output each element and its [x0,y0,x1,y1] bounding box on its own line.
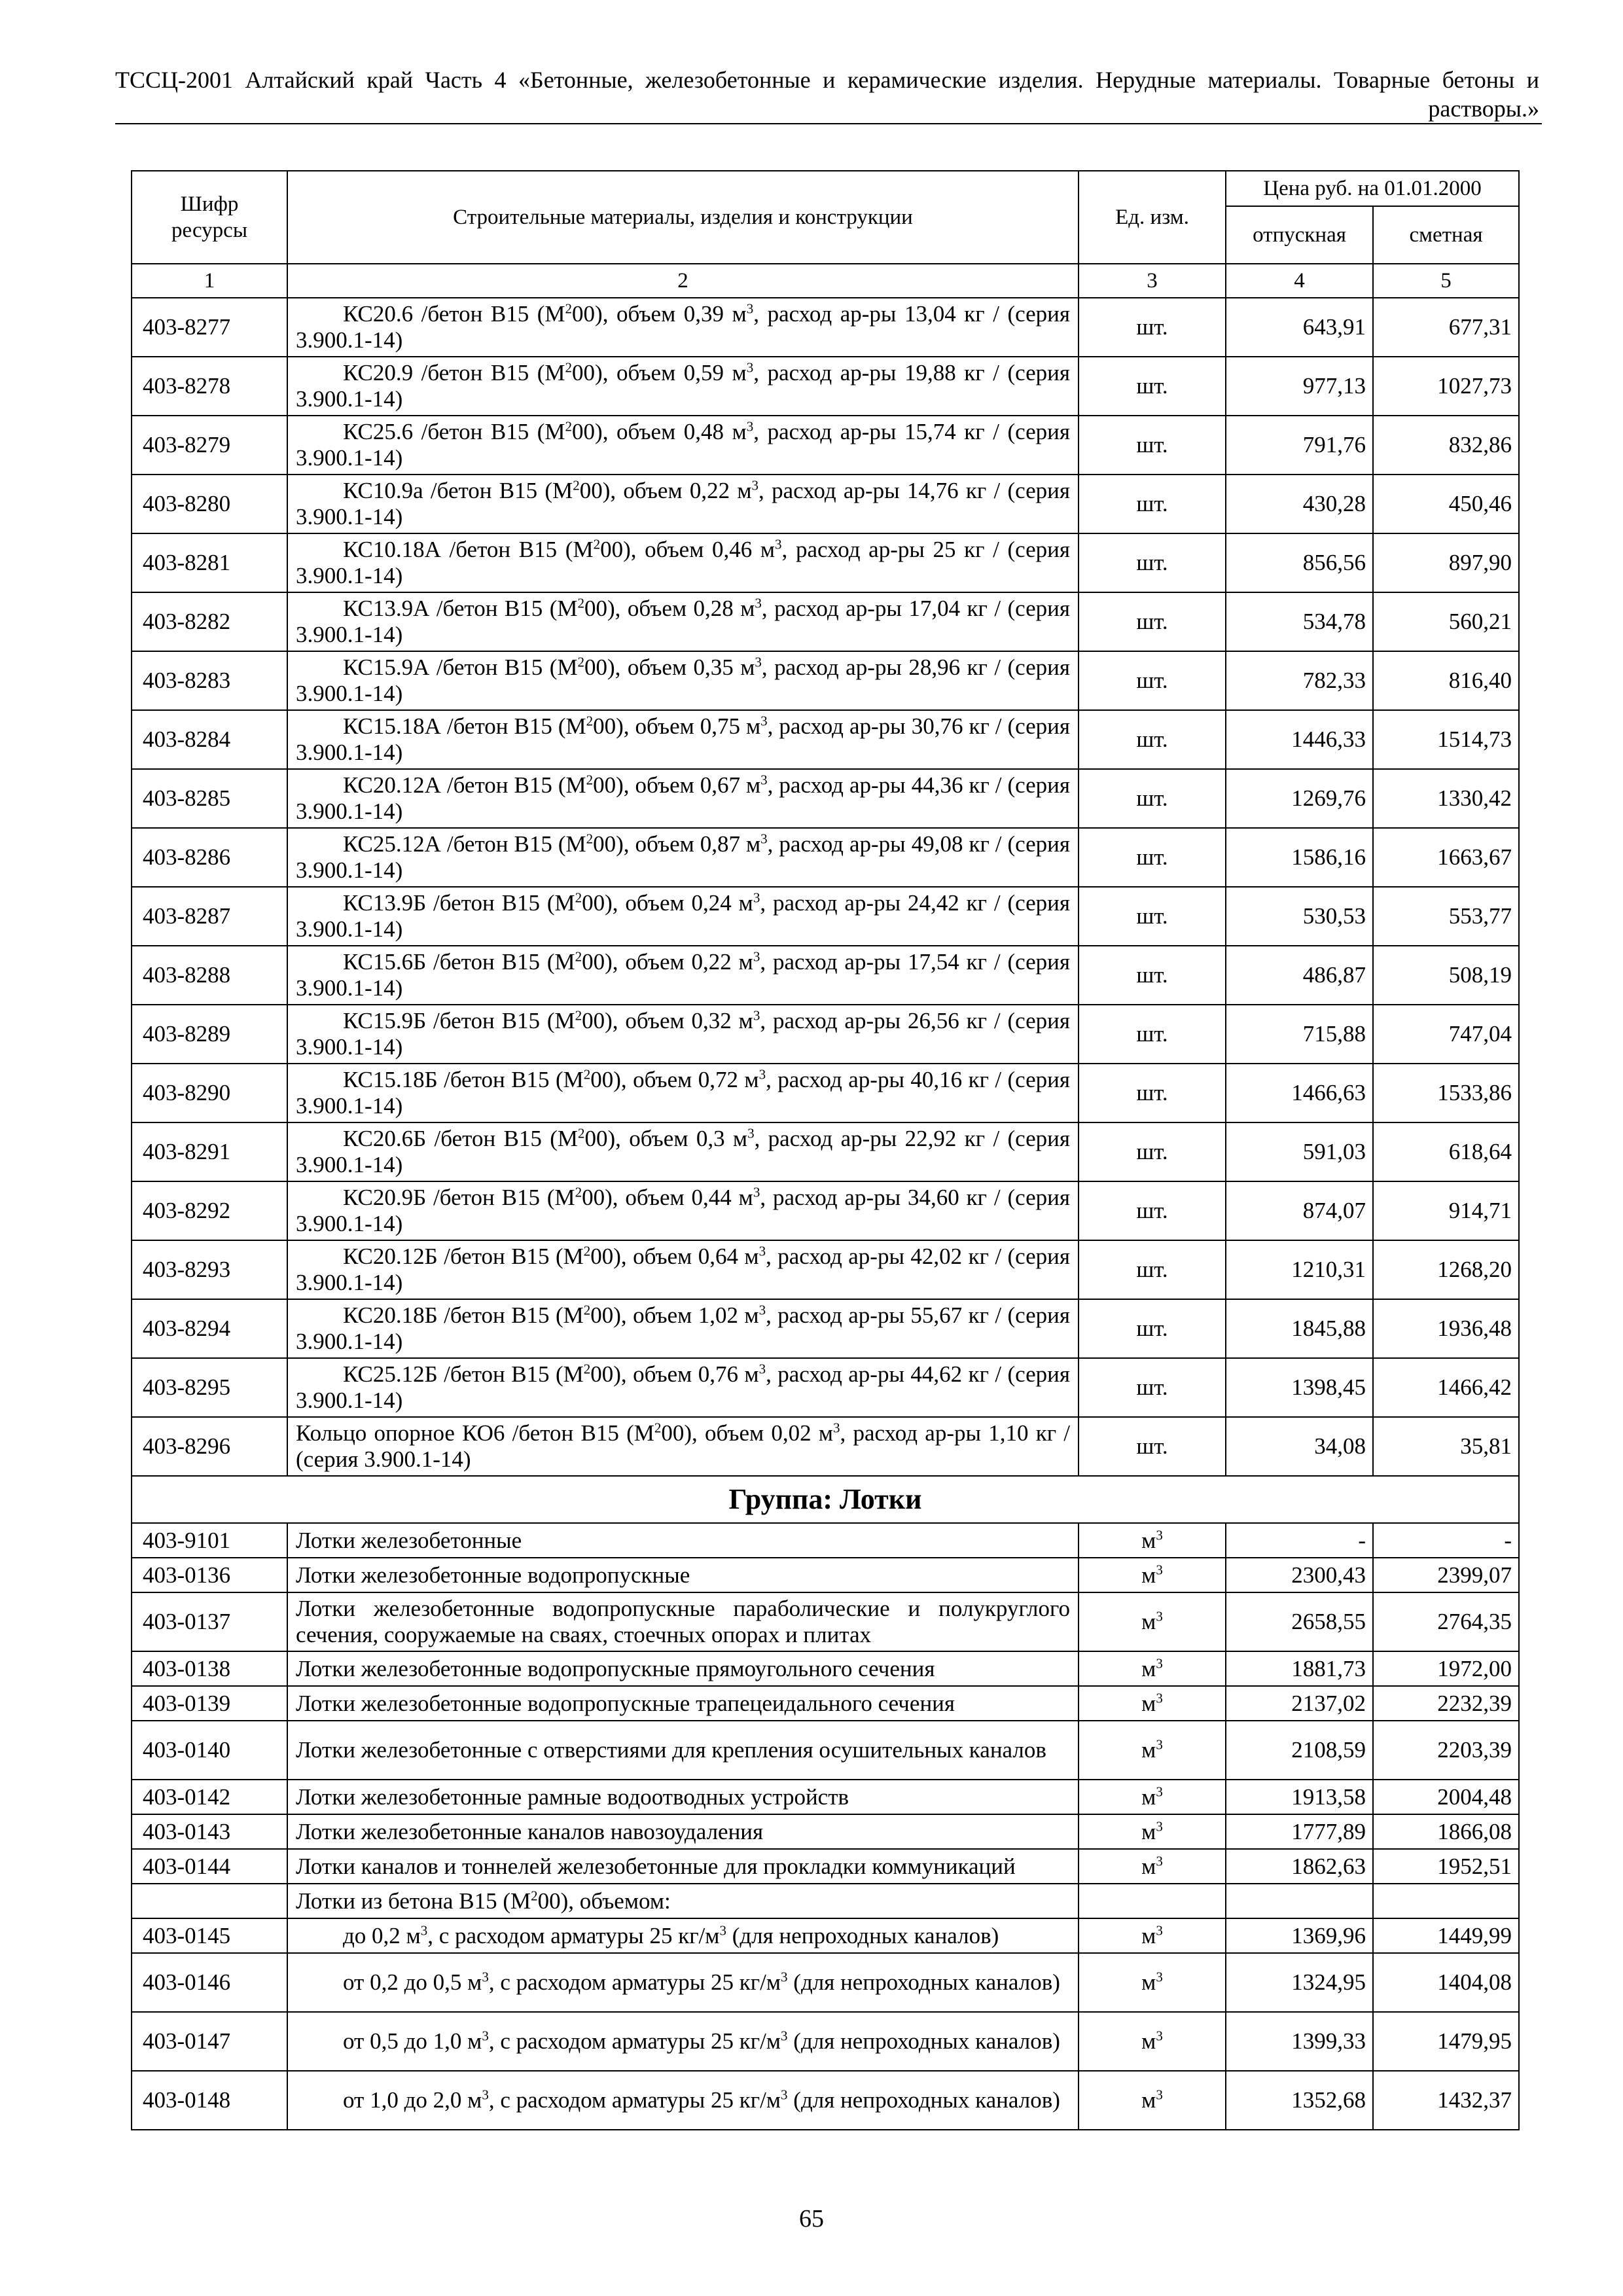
unit-cell: $м^3$ [1079,1953,1226,2012]
estimate-price-cell: 1449,99 [1373,1918,1519,1953]
table-row [132,357,1519,416]
material-name-cell: КС20.9Б /бетон В15 $(М^200)$, объем 0,44 $м^3$, расход ар-ры 34,60 кг / (серия 3.900.1-14) [287,1181,1079,1240]
release-price-cell: 1862,63 [1226,1849,1373,1884]
release-price-cell: 486,87 [1226,946,1373,1005]
group-title: Группа: Лотки [132,1476,1519,1523]
table-row [132,1814,1519,1849]
estimate-price-cell: 1268,20 [1373,1240,1519,1299]
estimate-price-cell: 1404,08 [1373,1953,1519,2012]
table-row [132,1299,1519,1358]
resource-code-cell: 403-8286 [132,828,287,887]
estimate-price-cell: - [1373,1523,1519,1558]
estimate-price-cell: 1514,73 [1373,710,1519,769]
resource-code-cell: 403-0145 [132,1918,287,1953]
table-row [132,1918,1519,1953]
material-name-cell: КС13.9А /бетон В15 $(М^200)$, объем 0,28 $м^3$, расход ар-ры 17,04 кг / (серия 3.900.1-14) [287,592,1079,651]
material-name-cell: Лотки железобетонные [287,1523,1079,1558]
unit-cell: $м^3$ [1079,1686,1226,1721]
release-price-cell: 856,56 [1226,533,1373,592]
table-row [132,416,1519,475]
resource-code-cell [132,1884,287,1918]
release-price-cell: 591,03 [1226,1122,1373,1181]
resource-code-cell: 403-8282 [132,592,287,651]
release-price-cell: 1845,88 [1226,1299,1373,1358]
table-row [132,1953,1519,2012]
release-price-cell: 791,76 [1226,416,1373,475]
table-row [132,592,1519,651]
table-row [132,828,1519,887]
material-name-cell: КС15.18А /бетон В15 $(М^200)$, объем 0,75 $м^3$, расход ар-ры 30,76 кг / (серия 3.900.1-14) [287,710,1079,769]
header-price-group: Цена руб. на 01.01.2000 [1226,171,1519,206]
estimate-price-cell: 2764,35 [1373,1592,1519,1651]
header-name: Строительные материалы, изделия и конструкции [287,171,1079,264]
unit-cell: $м^3$ [1079,1558,1226,1592]
material-name-cell: КС25.6 /бетон В15 $(М^200)$, объем 0,48 $м^3$, расход ар-ры 15,74 кг / (серия 3.900.1-14) [287,416,1079,475]
estimate-price-cell: 1027,73 [1373,357,1519,416]
unit-cell: шт. [1079,651,1226,710]
unit-cell: шт. [1079,710,1226,769]
header-divider [115,123,1542,124]
table-row [132,1780,1519,1814]
unit-cell: шт. [1079,592,1226,651]
column-number: 5 [1373,264,1519,298]
table-row [132,1651,1519,1686]
unit-cell: шт. [1079,1417,1226,1476]
resource-code-cell: 403-8293 [132,1240,287,1299]
material-name-cell: Лотки железобетонные водопропускные параболические и полукруглого сечения, сооружаемые на сваях, стоечных опорах и плитах [287,1592,1079,1651]
release-price-cell: 1398,45 [1226,1358,1373,1417]
unit-cell: шт. [1079,1064,1226,1122]
unit-cell: шт. [1079,1299,1226,1358]
material-name-cell: КС20.6 /бетон В15 $(М^200)$, объем 0,39 $м^3$, расход ар-ры 13,04 кг / (серия 3.900.1-14) [287,298,1079,357]
table-row [132,475,1519,533]
unit-cell: шт. [1079,357,1226,416]
estimate-price-cell: 2232,39 [1373,1686,1519,1721]
resource-code-cell: 403-8295 [132,1358,287,1417]
release-price-cell: 715,88 [1226,1005,1373,1064]
estimate-price-cell: 1533,86 [1373,1064,1519,1122]
material-name-cell: КС10.18А /бетон В15 $(М^200)$, объем 0,46 $м^3$, расход ар-ры 25 кг / (серия 3.900.1-14) [287,533,1079,592]
header-code: Шифр ресурсы [132,171,287,264]
estimate-price-cell: 1663,67 [1373,828,1519,887]
header-estimate-price: сметная [1373,206,1519,264]
unit-cell: шт. [1079,1122,1226,1181]
header-release-price: отпускная [1226,206,1373,264]
unit-cell: шт. [1079,416,1226,475]
estimate-price-cell: 1479,95 [1373,2012,1519,2071]
release-price-cell: 1466,63 [1226,1064,1373,1122]
release-price-cell: 1777,89 [1226,1814,1373,1849]
release-price-cell: 1369,96 [1226,1918,1373,1953]
estimate-price-cell: 450,46 [1373,475,1519,533]
table-row [132,1849,1519,1884]
resource-code-cell: 403-8281 [132,533,287,592]
resource-code-cell: 403-0144 [132,1849,287,1884]
resource-code-cell: 403-0137 [132,1592,287,1651]
table-row [132,1558,1519,1592]
table-row [132,946,1519,1005]
unit-cell: шт. [1079,1240,1226,1299]
resource-code-cell: 403-8279 [132,416,287,475]
material-name-cell: Лотки железобетонные водопропускные [287,1558,1079,1592]
resource-code-cell: 403-8278 [132,357,287,416]
release-price-cell: 1269,76 [1226,769,1373,828]
table-row [132,1064,1519,1122]
release-price-cell: 874,07 [1226,1181,1373,1240]
table-row [132,887,1519,946]
release-price-cell: 2300,43 [1226,1558,1373,1592]
estimate-price-cell: 2203,39 [1373,1721,1519,1780]
release-price-cell: 1399,33 [1226,2012,1373,2071]
release-price-cell: 530,53 [1226,887,1373,946]
page-number: 65 [799,2205,824,2233]
column-number: 3 [1079,264,1226,298]
estimate-price-cell: 677,31 [1373,298,1519,357]
table-row [132,2071,1519,2130]
estimate-price-cell: 35,81 [1373,1417,1519,1476]
material-name-cell: КС25.12Б /бетон В15 $(М^200)$, объем 0,76 $м^3$, расход ар-ры 44,62 кг / (серия 3.900.1-14) [287,1358,1079,1417]
unit-cell: шт. [1079,769,1226,828]
resource-code-cell: 403-8284 [132,710,287,769]
release-price-cell: 430,28 [1226,475,1373,533]
estimate-price-cell: 560,21 [1373,592,1519,651]
resource-code-cell: 403-0140 [132,1721,287,1780]
estimate-price-cell: 2004,48 [1373,1780,1519,1814]
unit-cell: $м^3$ [1079,1523,1226,1558]
resource-code-cell: 403-8289 [132,1005,287,1064]
material-name-cell: КС10.9а /бетон В15 $(М^200)$, объем 0,22 $м^3$, расход ар-ры 14,76 кг / (серия 3.900.1-14) [287,475,1079,533]
resource-code-cell: 403-8294 [132,1299,287,1358]
release-price-cell: 643,91 [1226,298,1373,357]
material-name-cell: КС15.18Б /бетон В15 $(М^200)$, объем 0,72 $м^3$, расход ар-ры 40,16 кг / (серия 3.900.1-14) [287,1064,1079,1122]
unit-cell: $м^3$ [1079,1780,1226,1814]
resource-code-cell: 403-0142 [132,1780,287,1814]
estimate-price-cell: 1330,42 [1373,769,1519,828]
resource-code-cell: 403-8296 [132,1417,287,1476]
resource-code-cell: 403-8290 [132,1064,287,1122]
release-price-cell: 34,08 [1226,1417,1373,1476]
unit-cell: $м^3$ [1079,1918,1226,1953]
table-row [132,710,1519,769]
estimate-price-cell: 618,64 [1373,1122,1519,1181]
unit-cell: шт. [1079,1358,1226,1417]
release-price-cell: 534,78 [1226,592,1373,651]
estimate-price-cell: 1866,08 [1373,1814,1519,1849]
estimate-price-cell: 1432,37 [1373,2071,1519,2130]
resource-code-cell: 403-8291 [132,1122,287,1181]
table-row [132,1005,1519,1064]
unit-cell: $м^3$ [1079,1814,1226,1849]
material-name-cell: КС13.9Б /бетон В15 $(М^200)$, объем 0,24 $м^3$, расход ар-ры 24,42 кг / (серия 3.900.1-14) [287,887,1079,946]
resource-code-cell: 403-0136 [132,1558,287,1592]
resource-code-cell: 403-8288 [132,946,287,1005]
release-price-cell: 2658,55 [1226,1592,1373,1651]
resource-code-cell: 403-0139 [132,1686,287,1721]
unit-cell: шт. [1079,887,1226,946]
material-name-cell: до 0,2 $м^3$, с расходом арматуры 25 $кг/м^3$ (для непроходных каналов) [287,1918,1079,1953]
release-price-cell: 1324,95 [1226,1953,1373,2012]
material-name-cell: от 1,0 до 2,0 $м^3$, с расходом арматуры 25 $кг/м^3$ (для непроходных каналов) [287,2071,1079,2130]
resource-code-cell: 403-8287 [132,887,287,946]
release-price-cell: 977,13 [1226,357,1373,416]
group-row [132,1476,1519,1523]
table-row [132,1181,1519,1240]
estimate-price-cell: 553,77 [1373,887,1519,946]
table-row [132,1417,1519,1476]
release-price-cell: 1446,33 [1226,710,1373,769]
resource-code-cell: 403-0148 [132,2071,287,2130]
material-name-cell: Кольцо опорное КО6 /бетон В15 $(М^200)$, объем 0,02 $м^3$, расход ар-ры 1,10 кг / (серия 3.900.1-14) [287,1417,1079,1476]
estimate-price-cell: 747,04 [1373,1005,1519,1064]
table-row [132,1122,1519,1181]
column-number: 2 [287,264,1079,298]
table-body [132,298,1519,2130]
material-name-cell: КС25.12А /бетон В15 $(М^200)$, объем 0,87 $м^3$, расход ар-ры 49,08 кг / (серия 3.900.1-14) [287,828,1079,887]
material-name-cell: КС20.12А /бетон В15 $(М^200)$, объем 0,67 $м^3$, расход ар-ры 44,36 кг / (серия 3.900.1-14) [287,769,1079,828]
material-name-cell: КС15.9А /бетон В15 $(М^200)$, объем 0,35 $м^3$, расход ар-ры 28,96 кг / (серия 3.900.1-14) [287,651,1079,710]
estimate-price-cell: 1466,42 [1373,1358,1519,1417]
material-name-cell: Лотки железобетонные каналов навозоудаления [287,1814,1079,1849]
unit-cell: шт. [1079,946,1226,1005]
material-name-cell: КС20.9 /бетон В15 $(М^200)$, объем 0,59 $м^3$, расход ар-ры 19,88 кг / (серия 3.900.1-14) [287,357,1079,416]
estimate-price-cell: 1972,00 [1373,1651,1519,1686]
estimate-price-cell: 914,71 [1373,1181,1519,1240]
page-header [115,65,1539,123]
estimate-price-cell: 816,40 [1373,651,1519,710]
unit-cell: шт. [1079,828,1226,887]
unit-cell: $м^3$ [1079,1721,1226,1780]
material-name-cell: Лотки железобетонные водопропускные трапецеидального сечения [287,1686,1079,1721]
unit-cell [1079,1884,1226,1918]
material-name-cell: Лотки железобетонные с отверстиями для крепления осушительных каналов [287,1721,1079,1780]
table-row [132,2012,1519,2071]
material-name-cell: Лотки железобетонные водопропускные прямоугольного сечения [287,1651,1079,1686]
release-price-cell: 2108,59 [1226,1721,1373,1780]
estimate-price-cell: 2399,07 [1373,1558,1519,1592]
page-header-line-1: ТССЦ-2001 Алтайский край Часть 4 «Бетонные, железобетонные и керамические изделия. Нерудные материалы. Товарные бетоны и [115,67,1539,93]
material-name-cell: от 0,5 до 1,0 $м^3$, с расходом арматуры 25 $кг/м^3$ (для непроходных каналов) [287,2012,1079,2071]
table-row [132,1523,1519,1558]
unit-cell: шт. [1079,298,1226,357]
unit-cell: $м^3$ [1079,1592,1226,1651]
material-name-cell: Лотки из бетона В15 $(М^200)$, объемом: [287,1884,1079,1918]
material-name-cell: Лотки каналов и тоннелей железобетонные для прокладки коммуникаций [287,1849,1079,1884]
table-row [132,533,1519,592]
resource-code-cell: 403-0146 [132,1953,287,2012]
resource-code-cell: 403-9101 [132,1523,287,1558]
release-price-cell: 1352,68 [1226,2071,1373,2130]
column-number: 4 [1226,264,1373,298]
release-price-cell: - [1226,1523,1373,1558]
price-table [131,170,1520,2130]
release-price-cell: 1210,31 [1226,1240,1373,1299]
table-row [132,1358,1519,1417]
unit-cell: $м^3$ [1079,1651,1226,1686]
unit-cell: $м^3$ [1079,2071,1226,2130]
column-number: 1 [132,264,287,298]
material-name-cell: КС15.6Б /бетон В15 $(М^200)$, объем 0,22 $м^3$, расход ар-ры 17,54 кг / (серия 3.900.1-14) [287,946,1079,1005]
unit-cell: шт. [1079,1181,1226,1240]
estimate-price-cell: 832,86 [1373,416,1519,475]
table-row [132,769,1519,828]
resource-code-cell: 403-8283 [132,651,287,710]
material-name-cell: КС15.9Б /бетон В15 $(М^200)$, объем 0,32 $м^3$, расход ар-ры 26,56 кг / (серия 3.900.1-14) [287,1005,1079,1064]
unit-cell: $м^3$ [1079,1849,1226,1884]
resource-code-cell: 403-0143 [132,1814,287,1849]
estimate-price-cell: 508,19 [1373,946,1519,1005]
estimate-price-cell: 1936,48 [1373,1299,1519,1358]
material-name-cell: КС20.18Б /бетон В15 $(М^200)$, объем 1,02 $м^3$, расход ар-ры 55,67 кг / (серия 3.900.1-14) [287,1299,1079,1358]
release-price-cell: 782,33 [1226,651,1373,710]
unit-cell: шт. [1079,475,1226,533]
table-row [132,1884,1519,1918]
table-row [132,1592,1519,1651]
release-price-cell: 1586,16 [1226,828,1373,887]
material-name-cell: КС20.6Б /бетон В15 $(М^200)$, объем 0,3 $м^3$, расход ар-ры 22,92 кг / (серия 3.900.1-14) [287,1122,1079,1181]
resource-code-cell: 403-8292 [132,1181,287,1240]
release-price-cell: 1913,58 [1226,1780,1373,1814]
material-name-cell: КС20.12Б /бетон В15 $(М^200)$, объем 0,64 $м^3$, расход ар-ры 42,02 кг / (серия 3.900.1-14) [287,1240,1079,1299]
estimate-price-cell: 897,90 [1373,533,1519,592]
estimate-price-cell [1373,1884,1519,1918]
release-price-cell [1226,1884,1373,1918]
page-header-line-2: растворы.» [1428,96,1539,122]
material-name-cell: от 0,2 до 0,5 $м^3$, с расходом арматуры 25 $кг/м^3$ (для непроходных каналов) [287,1953,1079,2012]
resource-code-cell: 403-0147 [132,2012,287,2071]
estimate-price-cell: 1952,51 [1373,1849,1519,1884]
resource-code-cell: 403-8285 [132,769,287,828]
release-price-cell: 1881,73 [1226,1651,1373,1686]
table-row [132,1240,1519,1299]
resource-code-cell: 403-8280 [132,475,287,533]
unit-cell: шт. [1079,533,1226,592]
table-row [132,651,1519,710]
table-row [132,298,1519,357]
material-name-cell: Лотки железобетонные рамные водоотводных устройств [287,1780,1079,1814]
header-unit: Ед. изм. [1079,171,1226,264]
release-price-cell: 2137,02 [1226,1686,1373,1721]
resource-code-cell: 403-8277 [132,298,287,357]
unit-cell: шт. [1079,1005,1226,1064]
table-row [132,1721,1519,1780]
unit-cell: $м^3$ [1079,2012,1226,2071]
table-row [132,1686,1519,1721]
resource-code-cell: 403-0138 [132,1651,287,1686]
